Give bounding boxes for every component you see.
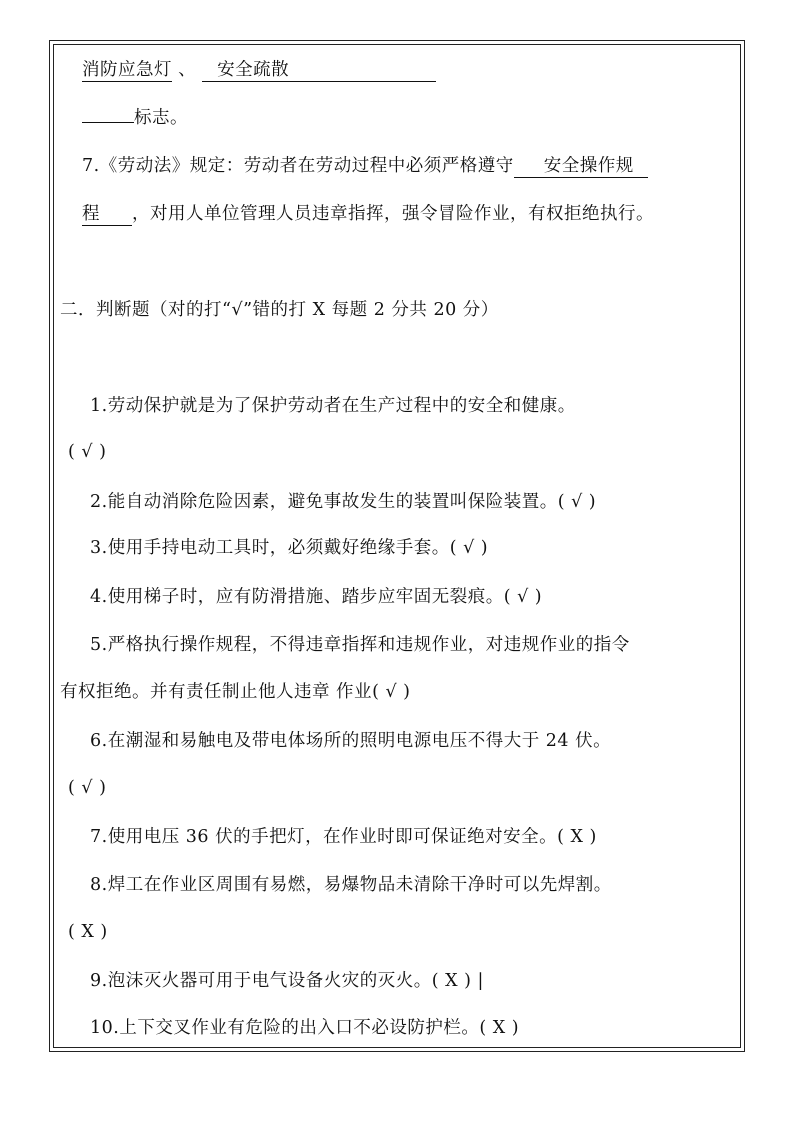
fill-in-line-2 xyxy=(82,106,188,130)
question-6-text: 6.在潮湿和易触电及带电体场所的照明电源电压不得大于 24 伏。 xyxy=(90,731,612,751)
question-9-answer: ( X ) | xyxy=(431,971,484,991)
question-5-answer: ( √ ) xyxy=(372,682,411,702)
question-1-answer: ( √ ) xyxy=(68,442,107,462)
question-5-text: 5.严格执行操作规程，不得违章指挥和违规作业，对违规作业的指令 xyxy=(90,635,630,655)
question-2-answer: ( √ ) xyxy=(557,492,597,512)
question-7-text: 7.使用电压 36 伏的手把灯，在作业时即可保证绝对安全。 xyxy=(90,827,558,847)
question-7-answer-b: 程 xyxy=(82,203,132,226)
question-7-answer-a: 安全操作规 xyxy=(514,155,648,178)
question-7-answer: ( X ) xyxy=(557,827,597,847)
question-10-answer: ( X ) xyxy=(479,1018,520,1038)
blank-underline xyxy=(82,122,134,123)
question-3-answer: ( √ ) xyxy=(449,538,489,558)
answer-emergency-light: 消防应急灯 xyxy=(82,60,172,80)
fill-in-line-1 xyxy=(82,58,436,82)
question-9-text: 9.泡沫灭火器可用于电气设备火灾的灭火。 xyxy=(90,971,432,991)
question-7-line-2 xyxy=(82,202,654,226)
separator: 、 xyxy=(172,60,203,80)
question-3 xyxy=(90,536,488,560)
question-8-answer: ( X ) xyxy=(68,922,108,942)
question-7-prefix: 7.《劳动法》规定：劳动者在劳动过程中必须严格遵守 xyxy=(82,156,514,176)
question-5-text-2: 有权拒绝。并有责任制止他人违章 作业 xyxy=(60,682,373,702)
question-2-text: 2.能自动消除危险因素，避免事故发生的装置叫保险装置。 xyxy=(90,492,558,512)
question-7 xyxy=(90,825,597,849)
question-8-text: 8.焊工在作业区周围有易燃，易爆物品未清除干净时可以先焊割。 xyxy=(90,875,612,895)
question-7-line-1 xyxy=(82,154,648,178)
question-10 xyxy=(90,1016,519,1040)
question-7-suffix: ，对用人单位管理人员违章指挥，强令冒险作业，有权拒绝执行。 xyxy=(132,204,654,224)
question-4-text: 4.使用梯子时，应有防滑措施、踏步应牢固无裂痕。 xyxy=(90,587,504,607)
question-10-text: 10.上下交叉作业有危险的出入口不必设防护栏。 xyxy=(90,1018,480,1038)
answer-safe-evacuation: 安全疏散 xyxy=(202,59,436,82)
question-3-text: 3.使用手持电动工具时，必须戴好绝缘手套。 xyxy=(90,538,450,558)
question-2 xyxy=(90,490,596,514)
question-4-answer: ( √ ) xyxy=(503,587,543,607)
question-9 xyxy=(90,969,484,993)
question-1-text: 1.劳动保护就是为了保护劳动者在生产过程中的安全和健康。 xyxy=(90,396,576,416)
question-4 xyxy=(90,585,542,609)
question-5-line-2 xyxy=(60,680,411,704)
section-2-heading: 二．判断题（对的打“√”错的打 X 每题 2 分共 20 分） xyxy=(60,300,499,320)
question-6-answer: ( √ ) xyxy=(68,778,107,798)
sign-text: 标志。 xyxy=(134,108,188,128)
